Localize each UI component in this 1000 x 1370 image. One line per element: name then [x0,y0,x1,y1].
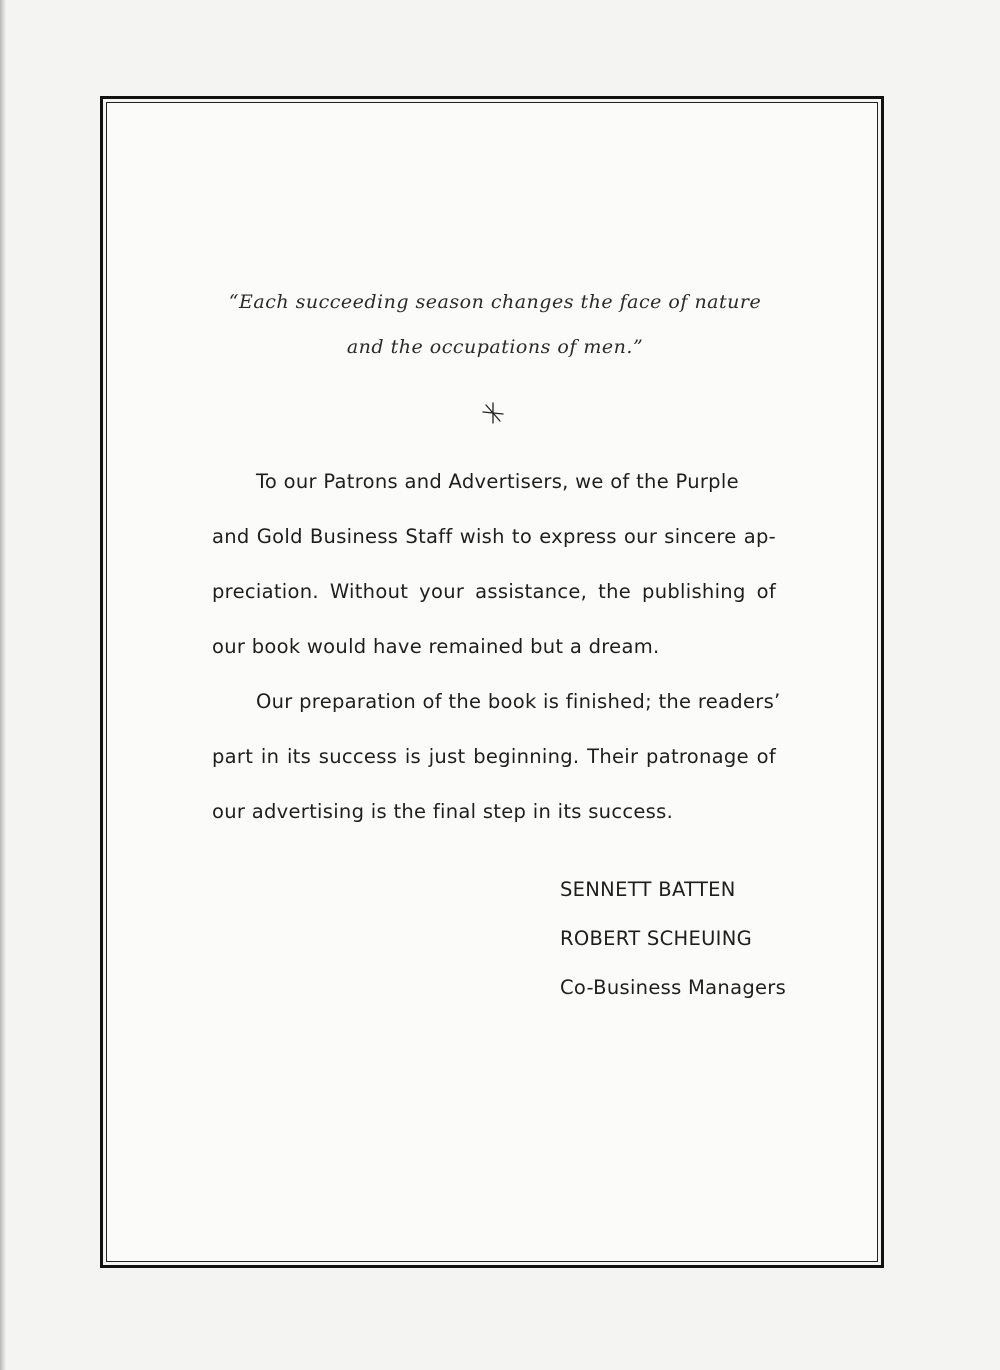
paragraph-1-line-3: preciation. Without your assistance, the publishing of [212,580,776,603]
signer-name-2: ROBERT SCHEUING [560,927,753,950]
star-asterisk-icon [478,398,508,428]
signature-block [560,878,786,1025]
signer-name-1: SENNETT BATTEN [560,878,736,901]
page-edge [0,0,6,1370]
paragraph-1-line-1: To our Patrons and Advertisers, we of the Purple [256,470,739,493]
inner-border-frame [106,102,878,1262]
paragraph-2-line-3: our advertising is the final step in its success. [212,800,674,823]
paragraph-1-line-4: our book would have remained but a dream. [212,635,660,658]
quote-line-2: and the occupations of men.” [346,336,644,358]
paragraph-2-line-1: Our preparation of the book is finished; the readers’ [256,690,781,713]
quote-line-1: “Each succeeding season changes the face of nature [228,291,762,313]
epigraph-quote [150,280,840,370]
paragraph-2-line-2: part in its success is just beginning. Their patronage of [212,745,776,768]
signer-title: Co-Business Managers [560,976,787,999]
paragraph-1-line-2: and Gold Business Staff wish to express our sincere ap- [212,525,776,548]
